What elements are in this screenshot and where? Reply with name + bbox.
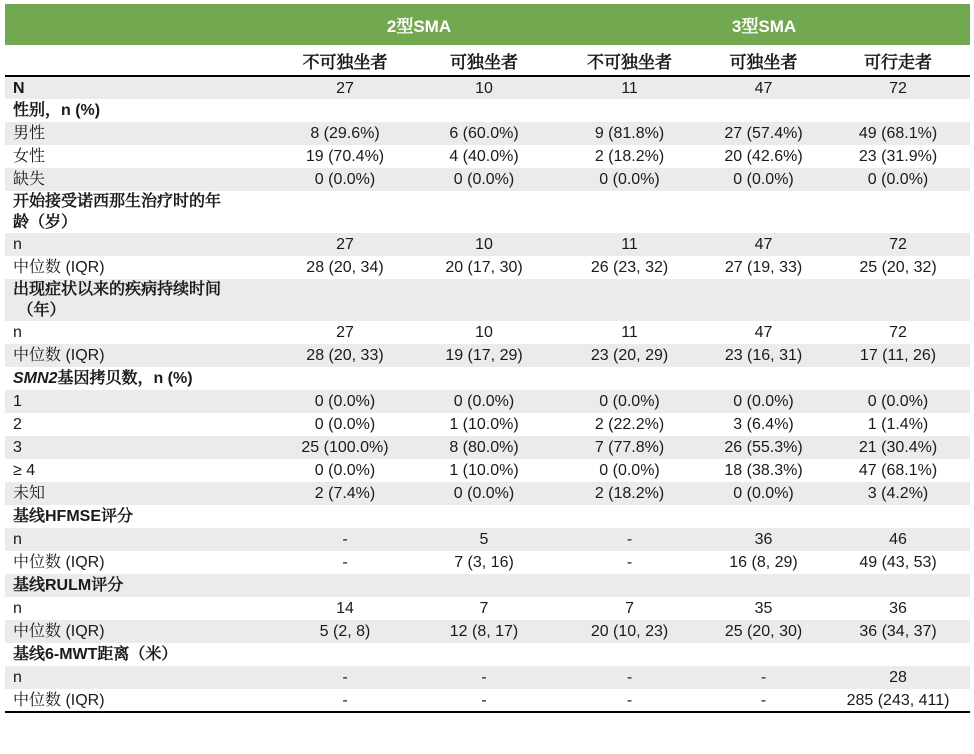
cell-value [280,574,410,597]
column-header-sitter-3: 可独坐者 [701,45,826,76]
table-row [5,191,970,233]
cell-value [410,367,558,390]
cell-value: 0 (0.0%) [733,171,794,188]
table-row [5,233,970,256]
cell-value: - [626,669,633,686]
table-row [5,574,970,597]
cell-value: 0 (0.0%) [733,485,794,502]
row-label: 基线HFMSE评分 [13,508,134,525]
cell-value: 27 (19, 33) [724,259,803,276]
cell-value: 27 (57.4%) [724,125,803,142]
cell-value [701,643,826,666]
cell-value: - [481,691,487,709]
cell-value: 20 (10, 23) [590,623,669,640]
row-label: 中位数 (IQR) [13,554,105,571]
cell-value: 8 (80.0%) [449,439,519,456]
table-row [5,168,970,191]
row-label: 男性 [13,125,46,142]
row-label: 中位数 (IQR) [13,347,105,364]
table-row [5,689,970,712]
cell-value: - [760,691,767,709]
cell-value: 17 (11, 26) [859,347,937,364]
cell-value [410,505,558,528]
row-label [5,191,280,233]
cell-value: 0 (0.0%) [314,171,376,188]
cell-value [280,367,410,390]
cell-value: - [342,669,348,686]
cell-value: 2 (18.2%) [594,485,665,502]
cell-value: 35 [754,600,773,617]
cell-value: 47 [754,324,773,341]
row-label: n [13,531,22,548]
row-label: 女性 [13,148,46,165]
table-row [5,279,970,321]
column-header-sitter-2: 可独坐者 [410,45,558,76]
table-row [5,459,970,482]
cell-value: 20 (42.6%) [724,148,803,165]
cell-value: 28 [889,669,907,686]
cell-value: 0 (0.0%) [453,485,515,502]
row-label: 1 [13,393,22,410]
cell-value: 4 (40.0%) [449,148,519,165]
cell-value: 3 (4.2%) [867,485,929,502]
table-row [5,390,970,413]
row-label: n [13,236,22,253]
cell-value [826,367,970,390]
cell-value: 0 (0.0%) [867,171,929,188]
cell-value [826,99,970,122]
cell-value: 26 (23, 32) [590,259,669,276]
cell-value: 72 [889,79,907,97]
cell-value: 47 (68.1%) [858,462,938,479]
cell-value: 7 (3, 16) [454,554,514,571]
row-label: 未知 [13,485,46,502]
group-header-row [5,4,970,45]
cell-value: 2 (18.2%) [594,148,665,165]
cell-value: 0 (0.0%) [314,462,376,479]
cell-value: 28 (20, 34) [306,259,384,276]
cell-value: 1 (10.0%) [449,462,519,479]
table-row [5,321,970,344]
cell-value: 28 (20, 33) [306,347,384,364]
table-row [5,482,970,505]
cell-value: 36 [754,531,773,548]
cell-value: 6 (60.0%) [449,125,519,142]
cell-value: - [626,554,633,571]
table-row [5,413,970,436]
row-label-italic-part: SMN2 [13,370,58,387]
row-label-line: 开始接受诺西那生治疗时的年 [13,193,222,210]
column-header-nonsitter-2: 不可独坐者 [280,45,410,76]
row-label [5,279,280,321]
cell-value [280,279,410,321]
cell-value: 1 (10.0%) [449,416,519,433]
cell-value: 18 (38.3%) [724,462,803,479]
cell-value: 49 (68.1%) [858,125,938,142]
cell-value: 25 (20, 30) [724,623,803,640]
table-row [5,122,970,145]
cell-value [280,505,410,528]
row-label: n [13,600,22,617]
cell-value: 0 (0.0%) [733,393,794,410]
cell-value [280,191,410,233]
cell-value: - [342,691,348,709]
table-row [5,643,970,666]
cell-value: 3 (6.4%) [733,416,794,433]
table-row [5,256,970,279]
cell-value: 36 [889,600,907,617]
cell-value: 5 (2, 8) [319,623,371,640]
row-label: n [13,324,22,341]
cell-value: 5 [479,531,489,548]
cell-value: 0 (0.0%) [599,171,660,188]
table-row [5,666,970,689]
cell-value: 10 [475,79,493,97]
cell-value: 20 (17, 30) [445,259,523,276]
table-body [5,76,970,712]
cell-value: 0 (0.0%) [314,416,376,433]
cell-value: 0 (0.0%) [599,462,660,479]
cell-value [410,99,558,122]
cell-value: 27 [336,79,354,97]
table-row [5,528,970,551]
cell-value: 23 (20, 29) [590,347,669,364]
row-label: 基线6-MWT距离（米） [13,646,178,663]
cell-value [826,279,970,321]
cell-value: 8 (29.6%) [310,125,380,142]
cell-value [558,191,701,233]
cell-value [701,505,826,528]
cell-value: 47 [754,236,773,253]
cell-value [558,574,701,597]
cell-value: - [481,669,487,686]
cell-value: 72 [889,324,907,341]
cell-value: 0 (0.0%) [453,171,515,188]
cell-value: 27 [336,236,354,253]
table-row [5,99,970,122]
cell-value: 0 (0.0%) [314,393,376,410]
cell-value: 10 [475,236,493,253]
cell-value [558,279,701,321]
row-label [5,367,280,390]
row-label-line: 出现症状以来的疾病持续时间 [13,281,222,298]
cell-value: 0 (0.0%) [599,393,660,410]
cell-value: 0 (0.0%) [453,393,515,410]
cell-value: 25 (100.0%) [301,439,389,456]
row-label: 性别，n (%) [13,102,101,119]
cell-value: - [342,531,348,548]
cell-value: 19 (17, 29) [445,347,523,364]
cell-value [701,191,826,233]
cell-value [826,191,970,233]
table-row [5,620,970,643]
cell-value: 285 (243, 411) [846,691,950,709]
cell-value: 0 (0.0%) [867,393,929,410]
cell-value [280,99,410,122]
table-row [5,597,970,620]
cell-value: 9 (81.8%) [594,125,665,142]
row-label: 缺失 [13,171,46,188]
row-label-part: 基因拷贝数，n (%) [57,370,193,387]
row-label-line: 龄（岁） [13,214,78,231]
cell-value: 46 [889,531,907,548]
column-header-row [5,45,970,76]
row-label: 中位数 (IQR) [13,259,105,276]
group-header-corner-cell [5,4,280,45]
row-label: N [13,79,25,97]
cell-value: 26 (55.3%) [724,439,803,456]
cell-value: 1 (1.4%) [867,416,929,433]
table-row [5,367,970,390]
cell-value [558,505,701,528]
cell-value [410,643,558,666]
cell-value: - [626,691,633,709]
cell-value: 7 (77.8%) [594,439,665,456]
cell-value: 11 [621,79,638,97]
cell-value [701,99,826,122]
cell-value [558,367,701,390]
row-label: n [13,669,22,686]
row-label: 2 [13,416,22,433]
cell-value: 7 [479,600,489,617]
row-label-line: （年） [13,302,66,319]
cell-value: 11 [621,236,638,253]
cell-value: 49 (43, 53) [859,554,937,571]
cell-value: 11 [621,324,638,341]
column-header-nonsitter-3: 不可独坐者 [558,45,701,76]
baseline-characteristics-table [5,4,970,713]
cell-value [701,367,826,390]
cell-value: 47 [754,79,773,97]
cell-value: 10 [475,324,493,341]
table-row [5,145,970,168]
table-row [5,505,970,528]
cell-value [826,643,970,666]
cell-value [410,279,558,321]
cell-value: - [626,531,633,548]
cell-value: 14 [336,600,354,617]
cell-value: - [760,669,767,686]
row-label: ≥ 4 [13,462,36,479]
cell-value [826,574,970,597]
cell-value [826,505,970,528]
cell-value [410,574,558,597]
cell-value: 23 (31.9%) [858,148,938,165]
cell-value [410,191,558,233]
cell-value [558,99,701,122]
cell-value: 7 [625,600,634,617]
cell-value [280,643,410,666]
row-label: 中位数 (IQR) [13,691,105,709]
cell-value: 23 (16, 31) [724,347,803,364]
cell-value: 2 (7.4%) [314,485,376,502]
table-row [5,551,970,574]
group-header-sma-type3: 3型SMA [558,4,970,45]
cell-value: 25 (20, 32) [859,259,937,276]
table-row [5,344,970,367]
group-header-sma-type2: 2型SMA [280,4,558,45]
cell-value: 27 [336,324,354,341]
row-label: 基线RULM评分 [13,577,124,594]
cell-value: 21 (30.4%) [858,439,938,456]
cell-value: - [342,554,348,571]
cell-value: 12 (8, 17) [449,623,519,640]
cell-value: 19 (70.4%) [305,148,385,165]
cell-value: 16 (8, 29) [729,554,798,571]
cell-value: 72 [889,236,907,253]
row-label: 中位数 (IQR) [13,623,105,640]
cell-value: 36 (34, 37) [859,623,937,640]
table-row [5,76,970,99]
column-header-corner-cell [5,45,280,76]
column-header-walker-3: 可行走者 [826,45,970,76]
cell-value [701,574,826,597]
table-row [5,436,970,459]
cell-value [701,279,826,321]
row-label: 3 [13,439,22,456]
cell-value [558,643,701,666]
cell-value: 2 (22.2%) [594,416,665,433]
